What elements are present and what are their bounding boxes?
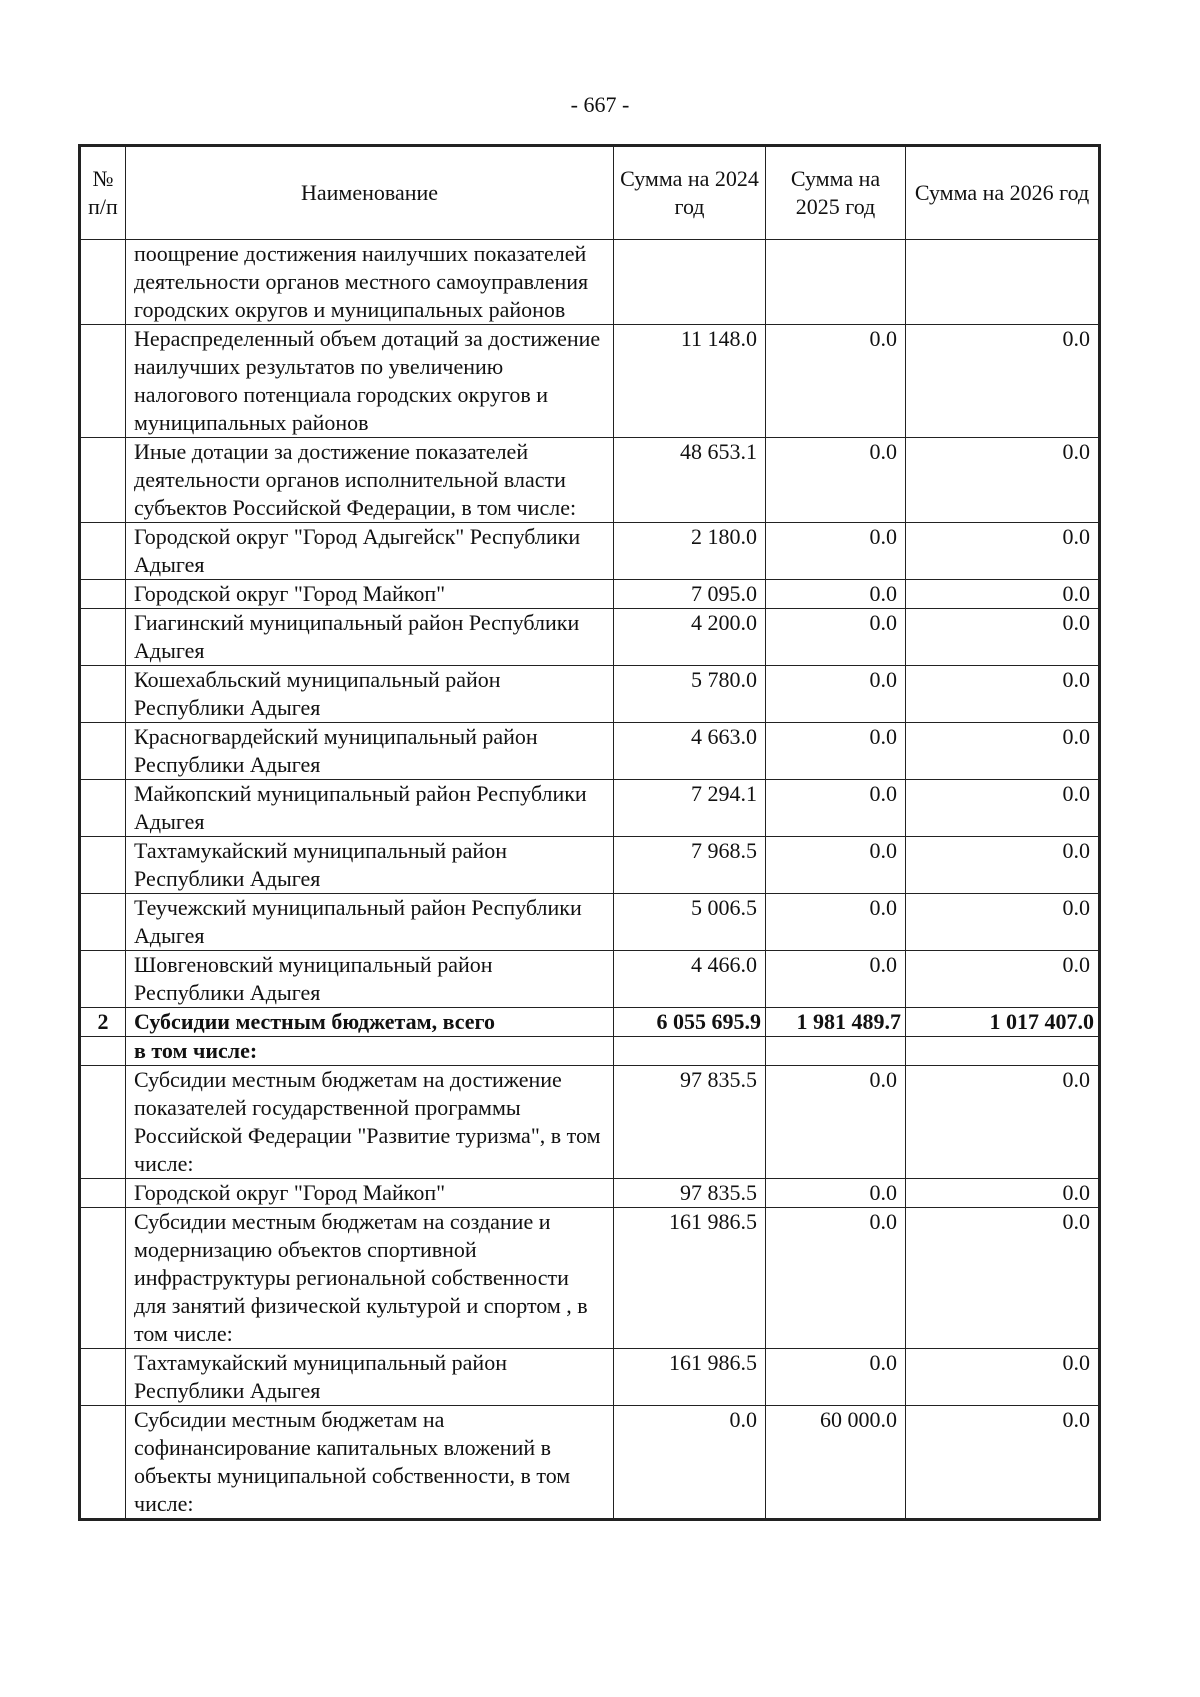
row-amount-2024 [614,1037,766,1066]
row-amount-2024: 4 466.0 [614,951,766,1008]
row-amount-2024: 161 986.5 [614,1349,766,1406]
row-name: Теучежский муниципальный район Республики Адыгея [126,894,614,951]
row-amount-2026: 0.0 [906,1349,1100,1406]
row-amount-2024: 48 653.1 [614,438,766,523]
table-row [80,951,1100,1008]
row-amount-2024: 5 006.5 [614,894,766,951]
row-amount-2024: 7 968.5 [614,837,766,894]
table-row-total [80,1008,1100,1037]
table-row [80,325,1100,438]
header-2025: Сумма на 2025 год [766,146,906,240]
row-amount-2026: 1 017 407.0 [906,1008,1100,1037]
row-amount-2026: 0.0 [906,325,1100,438]
row-name: Городской округ "Город Майкоп" [126,1179,614,1208]
row-number [80,1349,126,1406]
table-row [80,580,1100,609]
table-row [80,1179,1100,1208]
row-name: Субсидии местным бюджетам, всего [126,1008,614,1037]
row-amount-2026 [906,1037,1100,1066]
header-2024: Сумма на 2024 год [614,146,766,240]
row-amount-2026: 0.0 [906,723,1100,780]
row-number [80,438,126,523]
row-amount-2026: 0.0 [906,580,1100,609]
row-amount-2025: 0.0 [766,1349,906,1406]
row-amount-2025: 0.0 [766,325,906,438]
row-name: Майкопский муниципальный район Республики Адыгея [126,780,614,837]
table-row [80,523,1100,580]
row-amount-2026: 0.0 [906,438,1100,523]
table-row [80,1066,1100,1179]
row-number [80,1208,126,1349]
budget-table [78,144,1101,1521]
row-amount-2026: 0.0 [906,666,1100,723]
header-2026: Сумма на 2026 год [906,146,1100,240]
table-row [80,609,1100,666]
row-amount-2025: 0.0 [766,837,906,894]
row-number [80,951,126,1008]
row-amount-2026: 0.0 [906,1208,1100,1349]
row-amount-2026: 0.0 [906,1066,1100,1179]
row-amount-2026: 0.0 [906,523,1100,580]
row-amount-2025: 0.0 [766,1208,906,1349]
row-name: Гиагинский муниципальный район Республики Адыгея [126,609,614,666]
row-name: Иные дотации за достижение показателей деятельности органов исполнительной власти субъектов Российской Федерации, в том числе: [126,438,614,523]
row-number [80,1037,126,1066]
row-number [80,723,126,780]
table-row [80,780,1100,837]
row-amount-2024: 7 294.1 [614,780,766,837]
table-row [80,240,1100,325]
header-num: № п/п [80,146,126,240]
row-amount-2024: 5 780.0 [614,666,766,723]
row-number [80,609,126,666]
row-amount-2026: 0.0 [906,780,1100,837]
row-number [80,580,126,609]
table-row [80,1037,1100,1066]
row-name: Шовгеновский муниципальный район Республики Адыгея [126,951,614,1008]
row-name: в том числе: [126,1037,614,1066]
row-amount-2024: 97 835.5 [614,1179,766,1208]
table-row [80,894,1100,951]
row-number [80,240,126,325]
row-amount-2024: 161 986.5 [614,1208,766,1349]
row-number [80,894,126,951]
row-number [80,1066,126,1179]
row-amount-2025: 0.0 [766,438,906,523]
row-name: Городской округ "Город Адыгейск" Республики Адыгея [126,523,614,580]
row-amount-2025 [766,1037,906,1066]
row-amount-2026: 0.0 [906,1179,1100,1208]
row-amount-2025: 0.0 [766,723,906,780]
row-amount-2026: 0.0 [906,609,1100,666]
row-amount-2026: 0.0 [906,837,1100,894]
row-name: Субсидии местным бюджетам на создание и модернизацию объектов спортивной инфраструктуры региональной собственности для занятий физической культурой и спортом , в том числе: [126,1208,614,1349]
row-amount-2024: 11 148.0 [614,325,766,438]
table-row [80,1208,1100,1349]
row-amount-2026: 0.0 [906,894,1100,951]
table-header-row [80,146,1100,240]
row-amount-2024: 0.0 [614,1406,766,1520]
row-number [80,1179,126,1208]
row-amount-2024: 4 200.0 [614,609,766,666]
row-number [80,780,126,837]
row-amount-2025: 1 981 489.7 [766,1008,906,1037]
row-amount-2025: 0.0 [766,666,906,723]
row-name: Нераспределенный объем дотаций за достижение наилучших результатов по увеличению налогового потенциала городских округов и муниципальных районов [126,325,614,438]
row-number [80,837,126,894]
row-amount-2026 [906,240,1100,325]
row-amount-2024: 97 835.5 [614,1066,766,1179]
row-amount-2026: 0.0 [906,1406,1100,1520]
row-amount-2025: 0.0 [766,1179,906,1208]
row-amount-2026: 0.0 [906,951,1100,1008]
header-name: Наименование [126,146,614,240]
row-name: Красногвардейский муниципальный район Республики Адыгея [126,723,614,780]
row-amount-2024: 4 663.0 [614,723,766,780]
row-name: Субсидии местным бюджетам на достижение показателей государственной программы Российской Федерации "Развитие туризма", в том числе: [126,1066,614,1179]
table-row [80,438,1100,523]
table-row [80,666,1100,723]
row-amount-2025: 0.0 [766,580,906,609]
row-amount-2024: 2 180.0 [614,523,766,580]
row-amount-2024 [614,240,766,325]
page-number: - 667 - [570,92,630,117]
row-number [80,666,126,723]
row-name: Городской округ "Город Майкоп" [126,580,614,609]
row-amount-2024: 6 055 695.9 [614,1008,766,1037]
row-name: Тахтамукайский муниципальный район Республики Адыгея [126,837,614,894]
row-amount-2025: 0.0 [766,951,906,1008]
table-row [80,1406,1100,1520]
row-name: поощрение достижения наилучших показателей деятельности органов местного самоуправления городских округов и муниципальных районов [126,240,614,325]
row-name: Тахтамукайский муниципальный район Республики Адыгея [126,1349,614,1406]
row-amount-2024: 7 095.0 [614,580,766,609]
row-number: 2 [80,1008,126,1037]
table-row [80,723,1100,780]
row-name: Субсидии местным бюджетам на софинансирование капитальных вложений в объекты муниципальной собственности, в том числе: [126,1406,614,1520]
table-row [80,1349,1100,1406]
row-amount-2025: 0.0 [766,780,906,837]
row-number [80,1406,126,1520]
row-number [80,325,126,438]
table-row [80,837,1100,894]
row-name: Кошехабльский муниципальный район Республики Адыгея [126,666,614,723]
row-amount-2025 [766,240,906,325]
row-amount-2025: 60 000.0 [766,1406,906,1520]
row-amount-2025: 0.0 [766,894,906,951]
row-amount-2025: 0.0 [766,609,906,666]
row-amount-2025: 0.0 [766,1066,906,1179]
row-amount-2025: 0.0 [766,523,906,580]
row-number [80,523,126,580]
